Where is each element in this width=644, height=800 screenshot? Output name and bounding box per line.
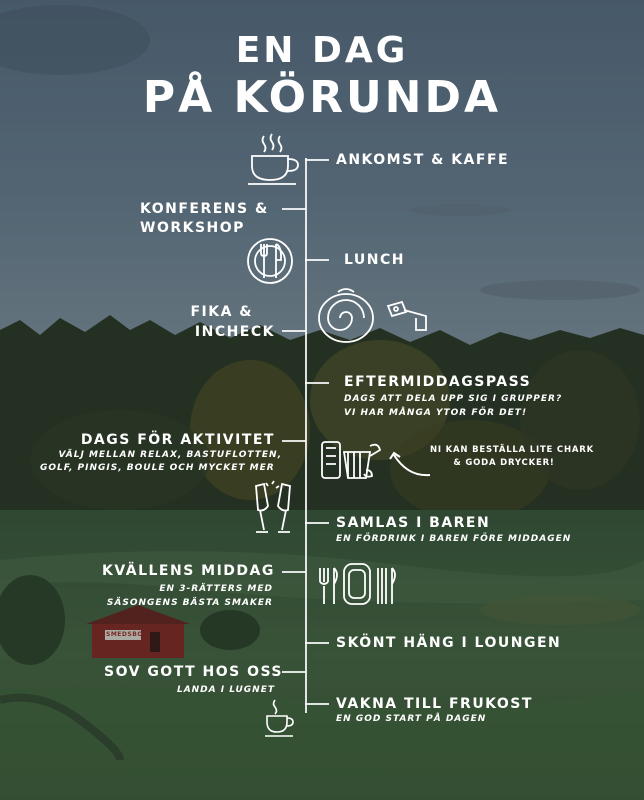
cinnamon-roll-key-icon	[316, 284, 440, 346]
small-coffee-icon	[263, 698, 295, 740]
lunch-label: LUNCH	[344, 252, 405, 268]
timeline-tick	[305, 703, 329, 705]
timeline-line	[305, 158, 307, 713]
sauna-bucket-icon	[318, 432, 386, 488]
ankomst-label: ANKOMST & KAFFE	[336, 152, 510, 168]
title-line-2: PÅ KÖRUNDA	[142, 72, 502, 123]
konferens-label-1: KONFERENS &	[140, 201, 269, 217]
sov-label: SOV GOTT HOS OSS	[104, 664, 284, 680]
middag-sub-2: SÄSONGENS BÄSTA SMAKER	[106, 598, 273, 608]
plate-cutlery-icon	[245, 236, 295, 286]
aktivitet-sub-2: GOLF, PINGIS, BOULE OCH MYCKET MER	[40, 463, 275, 473]
note-line-1: NI KAN BESTÄLLA LITE CHARK	[430, 445, 594, 455]
timeline-tick	[282, 330, 306, 332]
note-line-2: & GODA DRYCKER!	[453, 458, 555, 468]
coffee-cup-icon	[246, 132, 304, 188]
building-sign: SMEDSBO	[106, 631, 143, 638]
sov-sub: LANDA I LUGNET	[176, 685, 275, 695]
timeline-tick	[282, 671, 306, 673]
frukost-label: VAKNA TILL FRUKOST	[336, 696, 533, 712]
timeline-tick	[282, 571, 306, 573]
middag-label: KVÄLLENS MIDDAG	[102, 563, 275, 579]
timeline-tick	[305, 259, 329, 261]
timeline-tick	[305, 159, 329, 161]
timeline-tick	[305, 522, 329, 524]
champagne-glasses-icon	[246, 480, 300, 536]
middag-sub-1: EN 3-RÄTTERS MED	[159, 584, 273, 594]
title-line-1: EN DAG	[235, 30, 409, 71]
dinner-setting-icon	[316, 560, 402, 608]
timeline-tick	[305, 382, 329, 384]
curved-arrow-icon	[388, 445, 434, 479]
konferens-label-2: WORKSHOP	[140, 220, 245, 236]
baren-label: SAMLAS I BAREN	[336, 515, 491, 531]
timeline-tick	[282, 208, 306, 210]
fika-label-2: INCHECK	[194, 324, 275, 340]
timeline-tick	[282, 440, 306, 442]
aktivitet-label: DAGS FÖR AKTIVITET	[80, 432, 275, 448]
eftermiddag-label: EFTERMIDDAGSPASS	[344, 374, 532, 390]
eftermiddag-sub-1: DAGS ATT DELA UPP SIG I GRUPPER?	[344, 394, 563, 404]
baren-sub: EN FÖRDRINK I BAREN FÖRE MIDDAGEN	[336, 534, 572, 544]
lounge-label: SKÖNT HÄNG I LOUNGEN	[336, 635, 562, 651]
fika-label-1: FIKA &	[190, 304, 253, 320]
eftermiddag-sub-2: VI HAR MÅNGA YTOR FÖR DET!	[344, 408, 528, 418]
timeline-tick	[305, 642, 329, 644]
aktivitet-sub-1: VÄLJ MELLAN RELAX, BASTUFLOTTEN,	[58, 450, 282, 460]
frukost-sub: EN GOD START PÅ DAGEN	[336, 714, 487, 724]
